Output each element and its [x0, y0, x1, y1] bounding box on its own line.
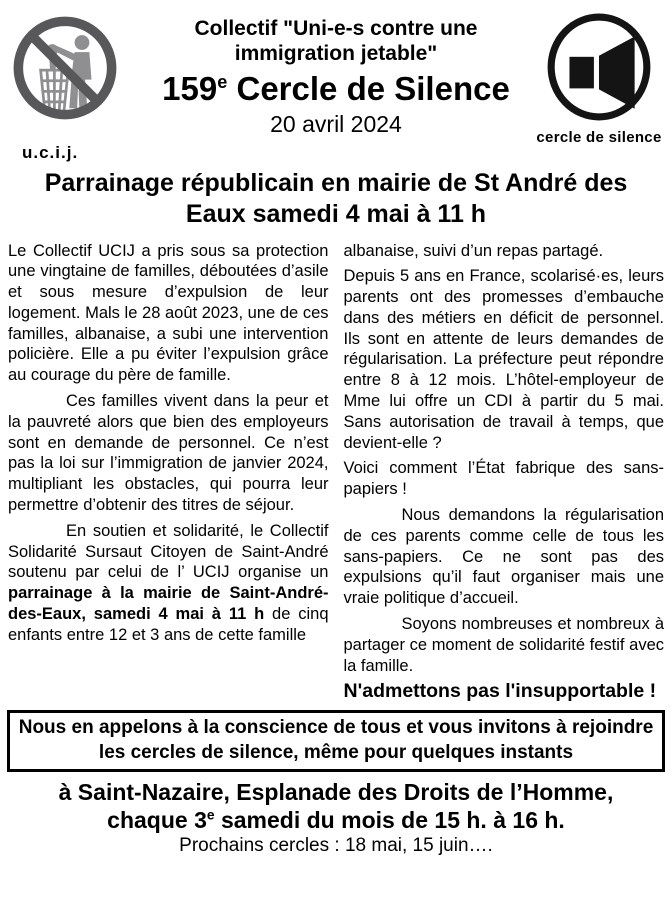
paragraph: Voici comment l’État fabrique des sans-papiers ! [343, 459, 664, 499]
paragraph [8, 521, 329, 646]
event-highlight: parrainage à la mairie de Saint-André-des-Eaux, samedi 4 mai à 11 h [8, 584, 329, 624]
header-titles [138, 0, 534, 138]
event-title [138, 71, 534, 107]
left-column [8, 241, 329, 708]
no-human-disposal-icon [12, 14, 118, 122]
article-body [0, 241, 672, 708]
paragraph: Depuis 5 ans en France, scolarisé·es, leurs parents ont des promesses d’embauche dans des métiers en déficit de personnel. Ils sont en attente de leurs demandes de régularisation. La préfecture peut répondre entre 8 à 12 mois. L’hôtel-employeur de Mme lui offre un CDI à partir du 5 mai. Sans autorisation de travail à temps, que devient-elle ? [343, 267, 664, 452]
footer [0, 778, 672, 857]
header [0, 0, 672, 160]
event-title-text: Cercle de Silence [227, 70, 510, 108]
org-name [138, 16, 534, 66]
paragraph: Nous demandons la régularisation de ces parents comme celle de tous les sans-papiers. Ce ne sont pas des expulsions qu’il faut organiser mais une vraie politique d’accueil. [343, 506, 664, 608]
footer-location: à Saint-Nazaire, Esplanade des Droits de l’Homme, [58, 779, 614, 806]
callout-box: Nous en appelons à la conscience de tous et vous invitons à rejoindre les cercles de silence, même pour quelques instants [7, 710, 665, 772]
footer-schedule-text: chaque 3 [107, 807, 207, 834]
event-number: 159 [162, 70, 218, 108]
paragraph: Le Collectif UCIJ a pris sous sa protection une vingtaine de familles, déboutées d’asile et sous mesure d’expulsion de leur logement. Mals le 28 août 2023, une de ces familles, albanaise, a subi une intervention policière. Elle a pu éviter l’expulsion grâce au courage du père de famille. [8, 241, 329, 385]
muted-speaker-icon [543, 10, 655, 124]
paragraph-text: de cinq enfants entre 12 et 3 ans de cette famille [8, 605, 329, 644]
paragraph-text: En soutien et solidarité, le Collectif Solidarité Sursaut Citoyen de Saint-André soutenu par celui de l’ UCIJ organise un [8, 521, 329, 582]
paragraph: albanaise, suivi d’un repas partagé. [343, 241, 604, 260]
right-column [344, 241, 665, 708]
main-title: Parrainage républicain en mairie de St André des Eaux samedi 4 mai à 11 h [44, 169, 628, 229]
cercle-de-silence-logo [536, 10, 662, 146]
slogan: N'admettons pas l'insupportable ! [343, 680, 657, 703]
ucij-label: u.c.i.j. [22, 143, 79, 162]
paragraph: Ces familles vivent dans la peur et la pauvreté alors que bien des employeurs sont en demande de personnel. Ce n’est pas la loi sur l’immigration de janvier 2024, multipliant les obstacles, qui pourra leur permettre d’obtenir des titres de séjour. [8, 392, 329, 515]
org-name-line2: immigration jetable" [234, 42, 438, 66]
footer-next-dates: Prochains cercles : 18 mai, 15 juin…. [179, 835, 493, 857]
paragraph: Soyons nombreuses et nombreux à partager ce moment de solidarité festif avec la famille. [343, 615, 664, 675]
right-logo-caption: cercle de silence [536, 129, 662, 146]
footer-schedule-text: samedi du mois de 15 h. à 16 h. [214, 807, 565, 834]
org-name-line1: Collectif "Uni-e-s contre une [194, 17, 478, 40]
footer-schedule-ordinal: e [206, 807, 215, 823]
event-date: 20 avril 2024 [270, 110, 402, 137]
event-number-ordinal: e [217, 72, 228, 93]
footer-schedule [0, 806, 672, 834]
